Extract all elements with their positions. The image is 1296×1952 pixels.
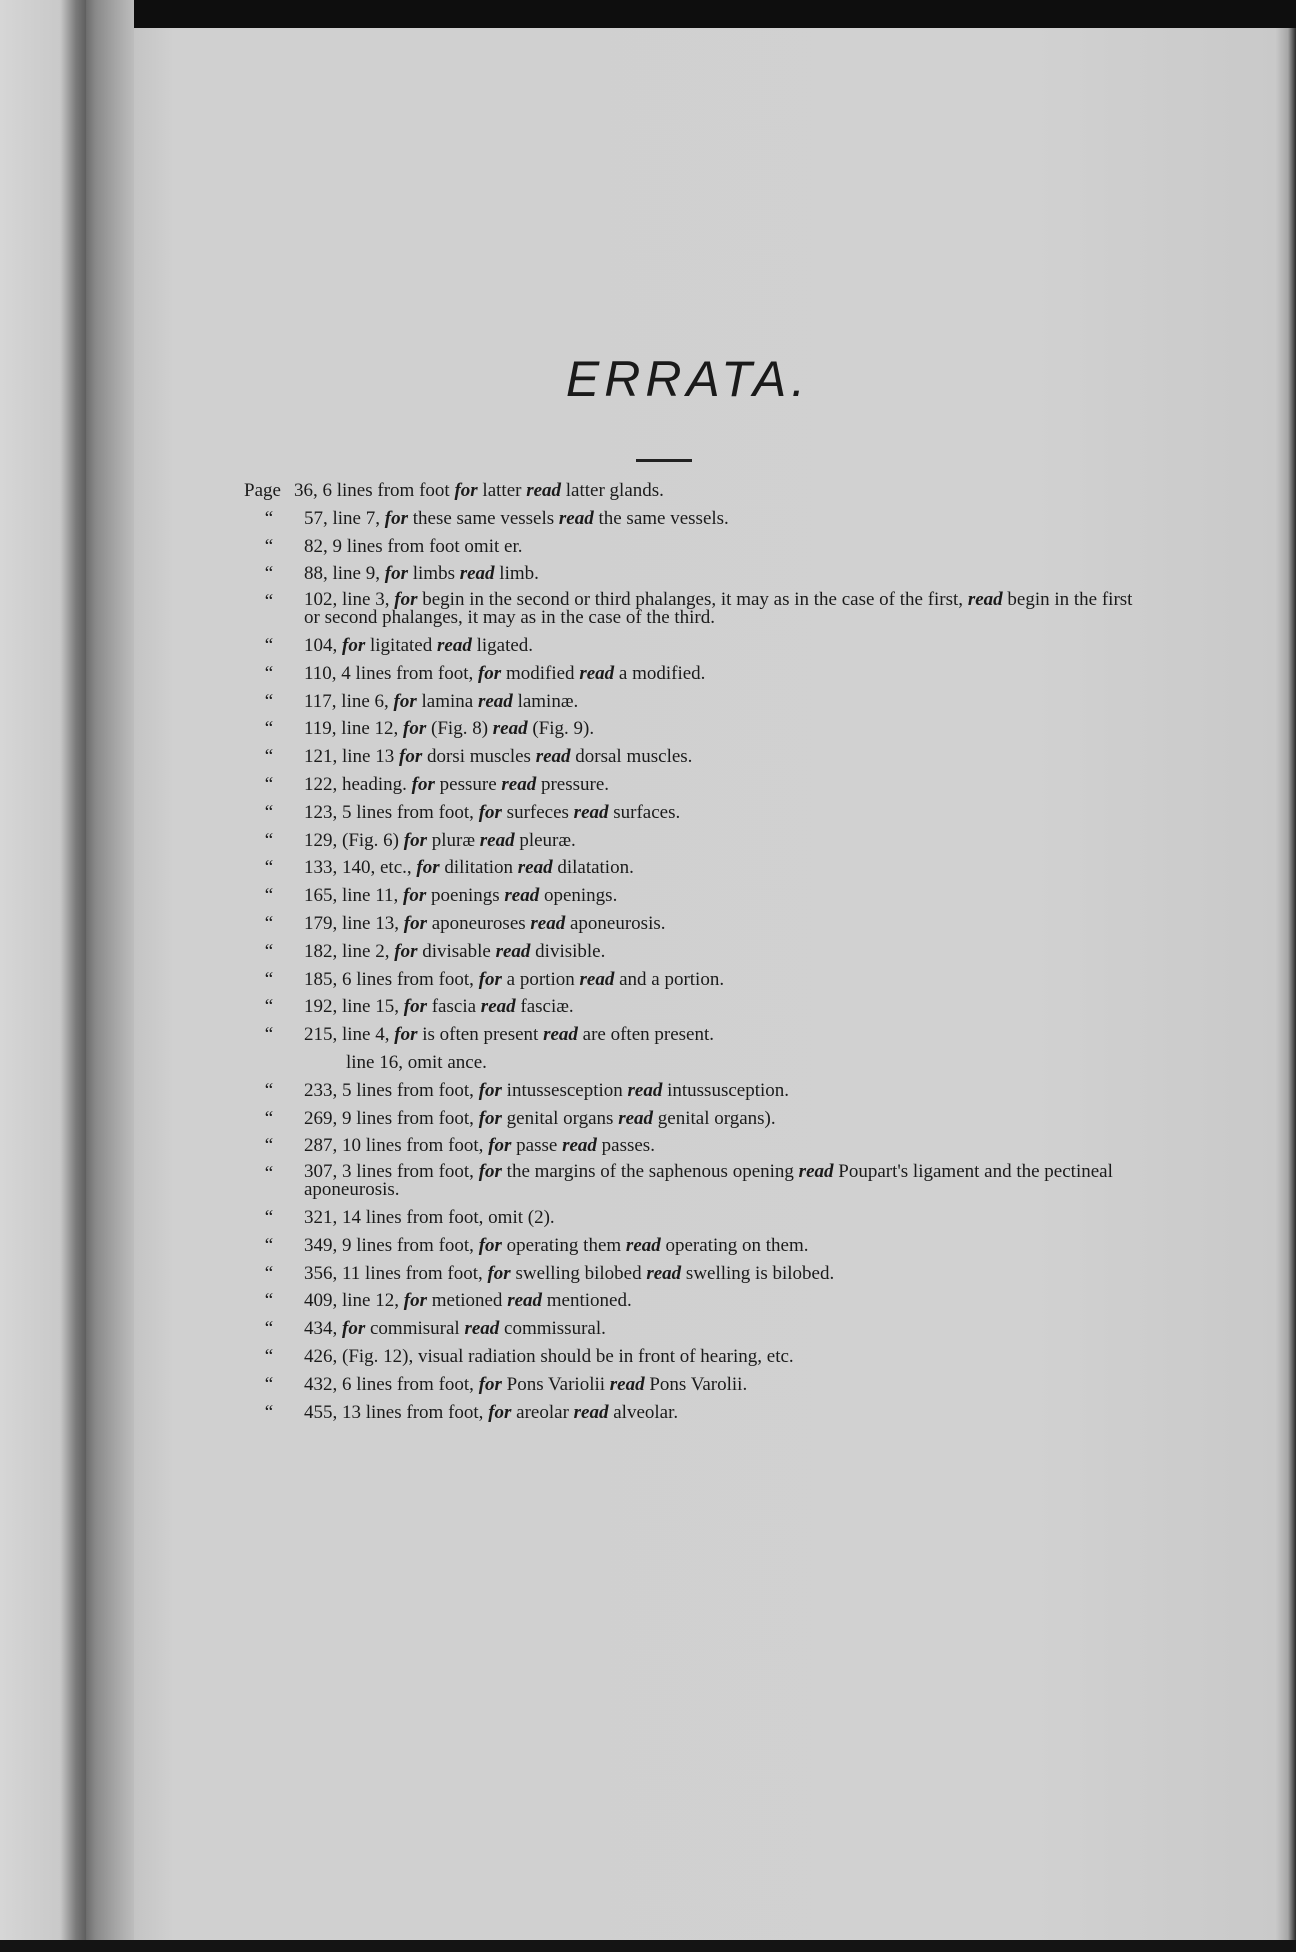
wrong-text: is often present bbox=[417, 1024, 544, 1046]
wrong-text: dilitation bbox=[439, 857, 518, 879]
read-keyword: read bbox=[464, 1318, 500, 1340]
wrong-text: lamina bbox=[416, 690, 478, 712]
ditto-mark: “ bbox=[264, 1373, 274, 1395]
book-gutter-shadow bbox=[86, 0, 134, 1952]
ditto-mark: “ bbox=[264, 996, 274, 1018]
wrong-text: metioned bbox=[426, 1290, 508, 1312]
errata-entry bbox=[244, 1024, 1094, 1046]
for-keyword: for bbox=[488, 1401, 512, 1423]
errata-entry bbox=[286, 1052, 1094, 1074]
ditto-mark: “ bbox=[264, 1262, 274, 1284]
errata-entry bbox=[244, 802, 1094, 824]
correct-text: swelling is bilobed. bbox=[681, 1262, 835, 1284]
errata-entry bbox=[244, 941, 1094, 963]
ditto-mark: “ bbox=[264, 968, 274, 990]
for-keyword: for bbox=[403, 912, 427, 934]
correct-text: limb. bbox=[494, 563, 539, 585]
wrong-text: genital organs bbox=[501, 1107, 619, 1129]
correct-text: and a portion. bbox=[614, 968, 725, 990]
correct-text: laminæ. bbox=[512, 690, 579, 712]
errata-entry bbox=[244, 1080, 1094, 1102]
errata-location: 182, line 2, bbox=[304, 940, 390, 962]
bottom-scan-border bbox=[0, 1940, 1296, 1952]
for-keyword: for bbox=[478, 1107, 502, 1129]
errata-location: 434, bbox=[304, 1318, 338, 1340]
ditto-mark: “ bbox=[264, 1206, 274, 1228]
errata-entry bbox=[244, 691, 1094, 713]
errata-entry bbox=[244, 1263, 1094, 1285]
errata-text bbox=[304, 1402, 678, 1424]
ditto-mark: “ bbox=[264, 1401, 274, 1423]
errata-location: 36, 6 lines from foot bbox=[294, 480, 450, 501]
ditto-mark: “ bbox=[264, 634, 274, 656]
errata-text bbox=[304, 718, 594, 740]
read-keyword: read bbox=[558, 507, 594, 529]
top-scan-border bbox=[0, 0, 1296, 28]
errata-text bbox=[304, 508, 729, 530]
errata-entry bbox=[244, 969, 1094, 991]
wrong-text: ligitated bbox=[365, 634, 437, 656]
errata-entry bbox=[244, 1374, 1094, 1396]
correct-text: dilatation. bbox=[552, 857, 634, 879]
errata-entry bbox=[244, 663, 1094, 685]
errata-text bbox=[304, 941, 605, 963]
errata-entry bbox=[244, 1135, 1094, 1157]
for-keyword: for bbox=[403, 885, 427, 907]
ditto-mark: “ bbox=[264, 1234, 274, 1256]
correct-text: operating on them. bbox=[660, 1234, 809, 1256]
errata-text bbox=[304, 1318, 606, 1340]
for-keyword: for bbox=[403, 996, 427, 1018]
read-keyword: read bbox=[573, 1401, 609, 1423]
wrong-text: pessure bbox=[434, 773, 502, 795]
correct-text: (Fig. 9). bbox=[527, 718, 595, 740]
ditto-mark: “ bbox=[264, 1163, 274, 1185]
errata-text bbox=[304, 969, 724, 991]
errata-location: 82, 9 lines from foot omit er. bbox=[304, 535, 523, 557]
errata-text bbox=[304, 1263, 834, 1285]
page-title: ERRATA. bbox=[565, 351, 811, 407]
correct-text: mentioned. bbox=[542, 1290, 632, 1312]
ditto-mark: “ bbox=[264, 940, 274, 962]
for-keyword: for bbox=[342, 1318, 366, 1340]
errata-location: 57, line 7, bbox=[304, 507, 380, 529]
errata-entry bbox=[244, 1346, 1094, 1368]
errata-location: line 16, omit ance. bbox=[346, 1051, 487, 1073]
errata-location: 179, line 13, bbox=[304, 912, 399, 934]
correct-text: dorsal muscles. bbox=[570, 746, 693, 768]
errata-entry bbox=[244, 746, 1094, 768]
read-keyword: read bbox=[967, 589, 1003, 611]
for-keyword: for bbox=[384, 563, 408, 585]
wrong-text: divisable bbox=[417, 940, 496, 962]
read-keyword: read bbox=[625, 1234, 661, 1256]
errata-location: 287, 10 lines from foot, bbox=[304, 1135, 484, 1157]
errata-entry bbox=[244, 1161, 1113, 1201]
ditto-mark: “ bbox=[264, 773, 274, 795]
errata-text bbox=[304, 1207, 555, 1229]
errata-entry bbox=[244, 480, 1094, 502]
correct-text: pressure. bbox=[536, 773, 610, 795]
wrong-text: a portion bbox=[501, 968, 580, 990]
errata-entry bbox=[244, 589, 1133, 629]
ditto-mark: “ bbox=[264, 912, 274, 934]
correct-text: alveolar. bbox=[608, 1401, 679, 1423]
correct-text: intussusception. bbox=[662, 1079, 790, 1101]
for-keyword: for bbox=[403, 718, 427, 740]
correct-text: the same vessels. bbox=[593, 507, 729, 529]
wrong-text: pluræ bbox=[426, 829, 480, 851]
correct-text: Pons Varolii. bbox=[644, 1373, 748, 1395]
page-label: Page bbox=[244, 480, 281, 501]
errata-entry bbox=[244, 536, 1094, 558]
errata-location: 426, (Fig. 12), visual radiation should be in front of hearing, etc. bbox=[304, 1345, 794, 1367]
ditto-mark: “ bbox=[264, 801, 274, 823]
correct-text: ligated. bbox=[471, 634, 534, 656]
for-keyword: for bbox=[454, 480, 478, 501]
wrong-text: commisural bbox=[365, 1318, 465, 1340]
for-keyword: for bbox=[411, 773, 435, 795]
wrong-text: these same vessels bbox=[407, 507, 559, 529]
for-keyword: for bbox=[477, 662, 502, 684]
errata-text bbox=[304, 536, 522, 558]
errata-text bbox=[304, 591, 1134, 627]
ditto-mark: “ bbox=[264, 746, 274, 768]
wrong-text: limbs bbox=[407, 563, 460, 585]
wrong-text: aponeuroses bbox=[426, 912, 531, 934]
correct-text: openings. bbox=[539, 885, 618, 907]
errata-location: 117, line 6, bbox=[304, 690, 389, 712]
errata-entry bbox=[244, 1235, 1094, 1257]
correct-text: commissural. bbox=[499, 1318, 606, 1340]
for-keyword: for bbox=[403, 829, 427, 851]
errata-text bbox=[304, 1374, 747, 1396]
left-page-margin bbox=[0, 0, 86, 1952]
errata-text bbox=[304, 691, 578, 713]
read-keyword: read bbox=[627, 1079, 663, 1101]
wrong-text: (Fig. 8) bbox=[426, 718, 493, 740]
for-keyword: for bbox=[478, 968, 502, 990]
for-keyword: for bbox=[394, 1024, 418, 1046]
ditto-mark: “ bbox=[264, 1318, 274, 1340]
errata-list bbox=[244, 480, 1133, 1429]
ditto-mark: “ bbox=[264, 857, 274, 879]
errata-location: 215, line 4, bbox=[304, 1024, 390, 1046]
errata-location: 349, 9 lines from foot, bbox=[304, 1234, 474, 1256]
wrong-text: intussesception bbox=[501, 1079, 628, 1101]
wrong-text: areolar bbox=[511, 1401, 574, 1423]
errata-location: 307, 3 lines from foot, bbox=[304, 1161, 474, 1183]
errata-location: 102, line 3, bbox=[304, 589, 390, 611]
for-keyword: for bbox=[478, 1079, 502, 1101]
read-keyword: read bbox=[573, 801, 609, 823]
read-keyword: read bbox=[579, 662, 615, 684]
errata-entry bbox=[244, 830, 1094, 852]
errata-entry bbox=[244, 508, 1094, 530]
for-keyword: for bbox=[416, 857, 440, 879]
errata-text bbox=[294, 480, 664, 502]
errata-text bbox=[304, 802, 680, 824]
errata-entry bbox=[244, 1207, 1094, 1229]
wrong-text: begin in the second or third phalanges, it may as in the case of the first, bbox=[417, 589, 968, 611]
title-rule bbox=[636, 459, 692, 462]
correct-text: a modified. bbox=[614, 662, 706, 684]
read-keyword: read bbox=[479, 829, 515, 851]
errata-entry bbox=[244, 774, 1094, 796]
for-keyword: for bbox=[487, 1262, 511, 1284]
wrong-text: passe bbox=[511, 1135, 563, 1157]
for-keyword: for bbox=[394, 589, 418, 611]
correct-text: aponeurosis. bbox=[565, 912, 666, 934]
correct-text: are often present. bbox=[577, 1024, 714, 1046]
read-keyword: read bbox=[618, 1107, 654, 1129]
errata-location: 409, line 12, bbox=[304, 1290, 399, 1312]
errata-location: 121, line 13 bbox=[304, 746, 395, 768]
errata-location: 321, 14 lines from foot, omit (2). bbox=[304, 1206, 555, 1228]
ditto-mark: “ bbox=[264, 1079, 274, 1101]
for-keyword: for bbox=[394, 940, 418, 962]
read-keyword: read bbox=[543, 1024, 578, 1046]
correct-text: Poupart's ligament and the pectineal aponeurosis. bbox=[304, 1161, 1113, 1201]
correct-text: passes. bbox=[596, 1135, 655, 1157]
right-page-edge bbox=[1276, 28, 1296, 1940]
ditto-mark: “ bbox=[264, 507, 274, 529]
errata-location: 123, 5 lines from foot, bbox=[304, 801, 474, 823]
errata-text bbox=[304, 857, 634, 879]
errata-text bbox=[304, 563, 539, 585]
errata-text bbox=[304, 996, 574, 1018]
errata-location: 269, 9 lines from foot, bbox=[304, 1107, 474, 1129]
ditto-mark: “ bbox=[264, 829, 274, 851]
ditto-mark: “ bbox=[264, 535, 274, 557]
for-keyword: for bbox=[488, 1135, 512, 1157]
read-keyword: read bbox=[530, 912, 566, 934]
read-keyword: read bbox=[646, 1262, 682, 1284]
correct-text: fasciæ. bbox=[515, 996, 574, 1018]
errata-location: 104, bbox=[304, 634, 338, 656]
errata-location: 432, 6 lines from foot, bbox=[304, 1373, 474, 1395]
read-keyword: read bbox=[526, 480, 562, 501]
wrong-text: dorsi muscles bbox=[422, 746, 536, 768]
read-keyword: read bbox=[562, 1135, 597, 1157]
read-keyword: read bbox=[477, 690, 513, 712]
ditto-mark: “ bbox=[264, 1290, 274, 1312]
errata-text bbox=[304, 1135, 655, 1157]
errata-location: 455, 13 lines from foot, bbox=[304, 1401, 484, 1423]
for-keyword: for bbox=[478, 1373, 502, 1395]
read-keyword: read bbox=[504, 885, 540, 907]
errata-text bbox=[304, 1080, 789, 1102]
errata-text bbox=[304, 635, 533, 657]
ditto-mark: “ bbox=[264, 563, 274, 585]
ditto-mark: “ bbox=[264, 591, 274, 613]
errata-entry bbox=[244, 635, 1094, 657]
ditto-mark: “ bbox=[264, 662, 274, 684]
errata-entry bbox=[244, 913, 1094, 935]
errata-location: 88, line 9, bbox=[304, 563, 380, 585]
correct-text: begin in the first or second phalanges, it may as in the case of the third. bbox=[304, 589, 1133, 629]
errata-entry bbox=[244, 563, 1094, 585]
read-keyword: read bbox=[459, 563, 495, 585]
read-keyword: read bbox=[501, 773, 537, 795]
errata-location: 110, 4 lines from foot, bbox=[304, 662, 474, 684]
errata-text bbox=[304, 1346, 794, 1368]
correct-text: latter glands. bbox=[561, 480, 664, 501]
read-keyword: read bbox=[798, 1161, 834, 1183]
correct-text: genital organs). bbox=[653, 1107, 776, 1129]
errata-text bbox=[304, 1235, 809, 1257]
wrong-text: the margins of the saphenous opening bbox=[501, 1161, 799, 1183]
errata-location: 233, 5 lines from foot, bbox=[304, 1079, 474, 1101]
errata-entry bbox=[244, 718, 1094, 740]
wrong-text: latter bbox=[477, 480, 527, 501]
for-keyword: for bbox=[478, 1161, 502, 1183]
wrong-text: fascia bbox=[426, 996, 481, 1018]
correct-text: pleuræ. bbox=[514, 829, 576, 851]
errata-location: 119, line 12, bbox=[304, 718, 399, 740]
for-keyword: for bbox=[403, 1290, 427, 1312]
read-keyword: read bbox=[495, 940, 531, 962]
errata-entry bbox=[244, 1108, 1094, 1130]
errata-location: 122, heading. bbox=[304, 773, 407, 795]
correct-text: divisible. bbox=[530, 940, 606, 962]
errata-entry bbox=[244, 857, 1094, 879]
for-keyword: for bbox=[384, 507, 408, 529]
wrong-text: operating them bbox=[501, 1234, 626, 1256]
read-keyword: read bbox=[507, 1290, 543, 1312]
for-keyword: for bbox=[399, 746, 423, 768]
errata-text bbox=[304, 830, 576, 852]
for-keyword: for bbox=[342, 634, 366, 656]
wrong-text: swelling bilobed bbox=[510, 1262, 647, 1284]
ditto-mark: “ bbox=[264, 718, 274, 740]
for-keyword: for bbox=[478, 1234, 502, 1256]
errata-text bbox=[304, 774, 609, 796]
correct-text: surfaces. bbox=[608, 801, 681, 823]
errata-text bbox=[304, 1024, 714, 1046]
read-keyword: read bbox=[437, 634, 472, 656]
errata-entry bbox=[244, 885, 1094, 907]
errata-location: 129, (Fig. 6) bbox=[304, 829, 399, 851]
ditto-mark: “ bbox=[264, 1107, 274, 1129]
errata-entry bbox=[244, 996, 1094, 1018]
wrong-text: Pons Variolii bbox=[501, 1373, 610, 1395]
for-keyword: for bbox=[393, 690, 417, 712]
ditto-mark: “ bbox=[264, 1135, 274, 1157]
errata-entry bbox=[244, 1402, 1094, 1424]
wrong-text: poenings bbox=[426, 885, 505, 907]
errata-text bbox=[304, 913, 666, 935]
errata-text bbox=[304, 885, 617, 907]
errata-location: 185, 6 lines from foot, bbox=[304, 968, 474, 990]
errata-text bbox=[346, 1052, 487, 1074]
ditto-mark: “ bbox=[264, 885, 274, 907]
read-keyword: read bbox=[535, 746, 571, 768]
wrong-text: modified bbox=[501, 662, 580, 684]
errata-entry bbox=[244, 1290, 1094, 1312]
read-keyword: read bbox=[609, 1373, 645, 1395]
errata-location: 133, 140, etc., bbox=[304, 857, 412, 879]
errata-text bbox=[304, 1108, 776, 1130]
ditto-mark: “ bbox=[264, 1024, 274, 1046]
errata-text bbox=[304, 1290, 632, 1312]
ditto-mark: “ bbox=[264, 1345, 274, 1367]
errata-text bbox=[304, 663, 705, 685]
read-keyword: read bbox=[579, 968, 615, 990]
errata-text bbox=[304, 746, 692, 768]
errata-location: 356, 11 lines from foot, bbox=[304, 1262, 483, 1284]
read-keyword: read bbox=[517, 857, 553, 879]
read-keyword: read bbox=[492, 718, 528, 740]
errata-text bbox=[304, 1163, 1134, 1199]
read-keyword: read bbox=[480, 996, 516, 1018]
errata-location: 192, line 15, bbox=[304, 996, 399, 1018]
wrong-text: surfeces bbox=[501, 801, 574, 823]
errata-entry bbox=[244, 1318, 1094, 1340]
for-keyword: for bbox=[478, 801, 502, 823]
errata-location: 165, line 11, bbox=[304, 885, 399, 907]
ditto-mark: “ bbox=[264, 690, 274, 712]
